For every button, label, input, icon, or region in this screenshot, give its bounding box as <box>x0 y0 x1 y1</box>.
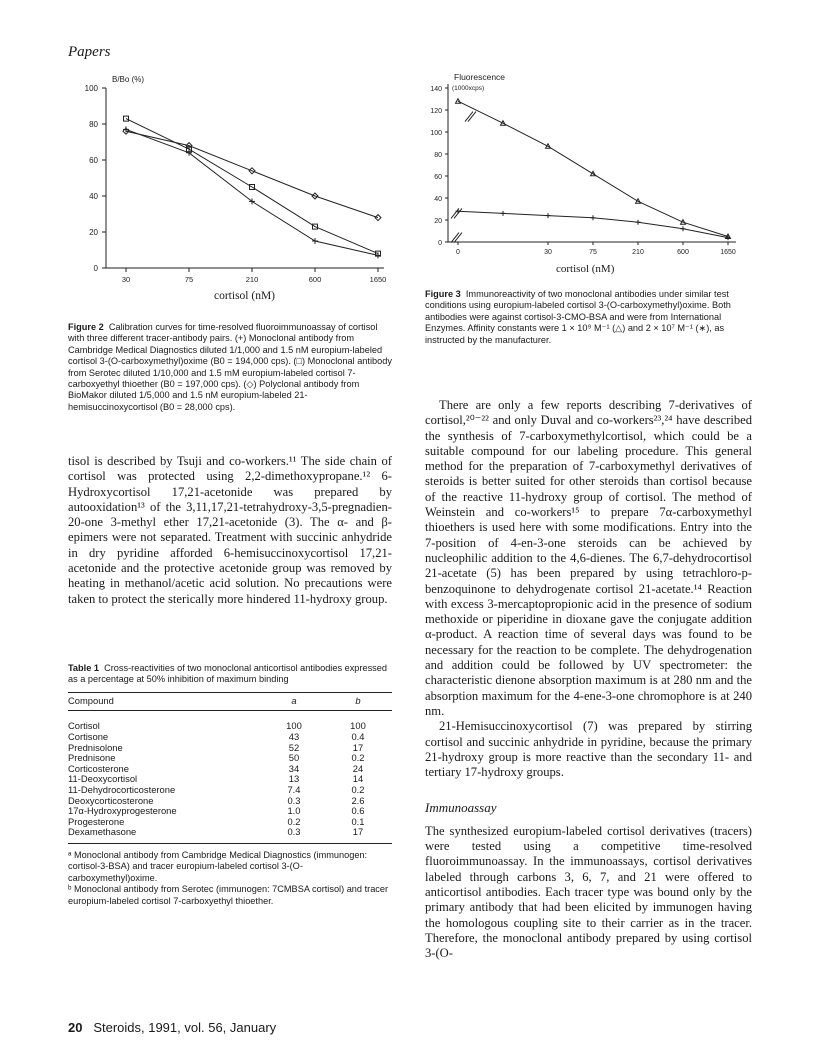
star-marker <box>681 226 686 231</box>
figure2-caption-label: Figure 2 <box>68 322 104 332</box>
table-row <box>68 721 392 732</box>
table1-footnote-b: ᵇ Monoclonal antibody from Serotec (immunogen: 7CMBSA cortisol) and tracer europium-labeled cortisol 7-carboxyethyl thioether. <box>68 884 389 906</box>
value-a-cell: 0.3 <box>287 826 301 838</box>
y-tick-label: 60 <box>434 174 442 181</box>
compound-cell: 11-Deoxycortisol <box>68 773 138 785</box>
figure2-chart <box>76 72 396 302</box>
x-tick-label: 1650 <box>369 275 387 284</box>
y-tick-label: 20 <box>89 228 98 237</box>
page-footer <box>68 1020 276 1035</box>
table1-header-b: b <box>355 694 361 706</box>
value-b-cell: 0.2 <box>351 752 365 764</box>
right-paragraph-3: The synthesized europium-labeled cortisol derivatives (tracers) were tested using a competitive time-resolved fluoroimmunoassay. In the immunoassays, cortisol derivatives labeled through carbons 3, 6, 7, and 21 were offered to anticortisol antibodies. Each tracer type was bound only by the primary antibody that had been elicited by immunogen having the homologous coupling site to their carrier as in the tracer. Therefore, the monoclonal antibody prepared by using cortisol 3-(O- <box>425 823 752 961</box>
table1-grid <box>68 696 392 711</box>
star-marker <box>456 209 461 214</box>
compound-cell: Prednisone <box>68 752 116 764</box>
value-b-cell: 17 <box>352 741 364 753</box>
y-tick-label: 60 <box>89 156 98 165</box>
value-b-cell: 17 <box>352 826 364 838</box>
value-b-cell: 0.1 <box>351 815 365 827</box>
x-tick-label: 30 <box>544 249 552 256</box>
table1-header-row <box>68 696 392 711</box>
table1-footnote-a: ᵃ Monoclonal antibody from Cambridge Medical Diagnostics (immunogen: cortisol-3-BSA) and tracer europium-labeled cortisol 3-(O-carboxymethyl)oxime. <box>68 849 368 883</box>
table1-caption-label: Table 1 <box>68 663 99 673</box>
x-tick-label: 1650 <box>720 249 736 256</box>
x-tick-label: 30 <box>121 275 131 284</box>
figure3-chart <box>420 72 750 272</box>
table1-caption <box>68 663 392 686</box>
compound-cell: Cortisol <box>68 720 100 732</box>
star-marker <box>501 211 506 216</box>
table-row <box>68 827 392 838</box>
value-b-cell: 24 <box>352 762 364 774</box>
table1-caption-text: Cross-reactivities of two monoclonal anticortisol antibodies expressed as a percentage at 50% inhibition of maximum binding <box>68 663 387 685</box>
figure3-caption <box>425 289 751 346</box>
left-paragraph: tisol is described by Tsuji and co-workers.¹¹ The side chain of cortisol was protected using 2,2-dimethoxypropane.¹² 6-Hydroxycortisol 17,21-acetonide was prepared by autooxidation¹³ of the 3,11,17,21-tetrahydroxy-3,5-pregnadien-20-one 3-methyl ether 17,21-acetonide (3). The α- and β-epimers were not separated. Treatment with succinic anhydride in dry pyridine afforded 6-hemisuccinoxycortisol 17,21-acetonide and the protective acetonide group was removed by heating in methanol/acetic acid solution. No precautions were taken to protect the sterically more hindered 11-hydroxy group. <box>68 454 392 606</box>
y-tick-label: 80 <box>89 120 98 129</box>
star-marker <box>546 213 551 218</box>
figure2-caption-text: Calibration curves for time-resolved fluoroimmunoassay of cortisol with three different tracer-antibody pairs. (+) Monoclonal antibody from Cambridge Medical Diagnostics diluted 1/1,000 and 1.5 nM europium-labeled cortisol 3-(O-carboxymethyl)oxime (B0 = 194,000 cps). (□) Monoclonal antibody from Serotec diluted 1/10,000 and 1.5 mM europium-labeled cortisol 7-carboxyethyl thioether (B0 = 197,000 cps). (◇) Polyclonal antibody from BioMakor diluted 1/5,000 and 1.5 nM europium-labeled 21-hemisuccinoxycortisol (B0 = 28,000 cps). <box>68 322 392 412</box>
series-line <box>126 119 378 254</box>
figure2-xlabel: cortisol (nM) <box>214 290 276 302</box>
table-row <box>68 785 392 796</box>
triangle-marker <box>456 99 461 104</box>
right-column-text <box>425 398 752 961</box>
figure2-caption <box>68 322 392 413</box>
table1-header-a: a <box>291 694 297 706</box>
value-a-cell: 13 <box>288 773 300 785</box>
y-tick-label: 100 <box>430 130 442 137</box>
table-row <box>68 743 392 754</box>
series-line <box>126 129 378 255</box>
x-tick-label: 75 <box>589 249 597 256</box>
y-tick-label: 120 <box>430 108 442 115</box>
value-a-cell: 34 <box>288 762 300 774</box>
compound-cell: Corticosterone <box>68 762 129 774</box>
y-axis-label: B/Bo (%) <box>112 75 145 84</box>
value-b-cell: 0.4 <box>351 731 365 742</box>
figure3-caption-label: Figure 3 <box>425 289 461 299</box>
star-marker <box>636 220 641 225</box>
series-line <box>458 211 728 237</box>
table1-body <box>68 721 392 838</box>
value-a-cell: 43 <box>288 731 300 742</box>
x-tick-label: 210 <box>245 275 259 284</box>
compound-cell: Progesterone <box>68 815 125 827</box>
compound-cell: Deoxycorticosterone <box>68 794 154 806</box>
table1-header-rule <box>68 710 392 711</box>
value-a-cell: 7.4 <box>287 783 301 795</box>
value-b-cell: 100 <box>350 720 366 732</box>
journal-citation: Steroids, 1991, vol. 56, January <box>93 1020 277 1035</box>
table1-bottom-rule <box>68 843 392 844</box>
right-paragraph-2: 21-Hemisuccinoxycortisol (7) was prepared by stirring cortisol and succinic anhydride in pyridine, because the primary 21-hydroxy group is more reactive than the secondary 11- and tertiary 17-hydroxy groups. <box>425 719 752 780</box>
y-tick-label: 40 <box>89 192 98 201</box>
value-a-cell: 50 <box>288 752 300 764</box>
y-tick-label: 100 <box>84 84 98 93</box>
compound-cell: Cortisone <box>68 731 109 742</box>
compound-cell: 11-Dehydrocorticosterone <box>68 783 176 795</box>
y-tick-label: 0 <box>93 264 98 273</box>
compound-cell: Prednisolone <box>68 741 123 753</box>
value-a-cell: 52 <box>288 741 300 753</box>
y-tick-label: 40 <box>434 196 442 203</box>
table1-top-rule <box>68 692 392 693</box>
table1-header-compound: Compound <box>68 694 114 706</box>
y-tick-label: 80 <box>434 152 442 159</box>
figure3-xlabel: cortisol (nM) <box>556 263 615 275</box>
value-b-cell: 14 <box>352 773 364 785</box>
cross-marker <box>312 238 318 244</box>
page-number: 20 <box>68 1020 83 1035</box>
value-b-cell: 2.6 <box>351 794 365 806</box>
y-tick-label: 20 <box>434 218 442 225</box>
left-column-text <box>68 454 392 607</box>
right-paragraph-1: There are only a few reports describing 7-derivatives of cortisol,²⁰⁻²² and only Duval and co-workers²³,²⁴ have described the synthesis of 7-carboxymethylcortisol, which could be a suitable compound for our labeling procedure. This general method for the preparation of 7-carboxymethyl derivatives of steroids is better suited for other steroids than cortisol because of the reactive 11-hydroxy group of cortisol. The method of Weinstein and co-workers¹⁵ to prepare 7α-carboxymethyl thioethers is used here with some modifications. Entry into the 7-position of 4-en-3-one steroids can be achieved by nucleophilic addition to the 4,6-dienes. The 6,7-dehydrocortisol 21-acetate (5) has been prepared by using tetrachloro-p-benzoquinone to dehydrogenate cortisol 21-acetate.¹⁴ Reaction with excess 3-mercaptopropionic acid in the presence of sodium methoxide or piperidine in dioxane gave the conjugate addition α-product. A reaction time of several days was found to be necessary for the reaction to be complete. The dehydrogenation and addition could be followed by UV spectrometer: the characteristic dienone absorption maximum is at 280 nm and the absorption maximum for the 4-ene-3-one chromophore is at 240 nm. <box>425 398 752 718</box>
x-tick-label: 600 <box>677 249 689 256</box>
value-b-cell: 0.2 <box>351 783 365 795</box>
y-tick-label: 0 <box>438 240 442 247</box>
x-tick-label: 210 <box>632 249 644 256</box>
x-tick-label: 0 <box>456 249 460 256</box>
x-tick-label: 75 <box>184 275 194 284</box>
table-row <box>68 732 392 743</box>
figure3-caption-text: Immunoreactivity of two monoclonal antibodies under similar test conditions using europium-labeled cortisol 3-(O-carboxymethyl)oxime. Both antibodies were against cortisol-3-CMO-BSA and were from International Enzymes. Affinity constants were 1 × 10⁹ M⁻¹ (△) and 2 × 10⁷ M⁻¹ (∗), as instructed by the manufacturer. <box>425 289 731 345</box>
section-label: Papers <box>68 44 111 60</box>
star-marker <box>591 215 596 220</box>
value-a-cell: 0.3 <box>287 794 301 806</box>
value-a-cell: 1.0 <box>287 805 301 817</box>
x-tick-label: 600 <box>308 275 322 284</box>
y-axis-label: Fluorescence <box>454 72 506 82</box>
compound-cell: Dexamethasone <box>68 826 137 838</box>
y-tick-label: 140 <box>430 86 442 93</box>
y-axis-unit: (1000xcps) <box>452 85 485 92</box>
value-a-cell: 0.2 <box>287 815 301 827</box>
value-b-cell: 0.6 <box>351 805 365 817</box>
compound-cell: 17α-Hydroxyprogesterone <box>68 805 177 817</box>
table1 <box>68 663 392 907</box>
immunoassay-heading: Immunoassay <box>425 800 497 816</box>
value-a-cell: 100 <box>286 720 302 732</box>
